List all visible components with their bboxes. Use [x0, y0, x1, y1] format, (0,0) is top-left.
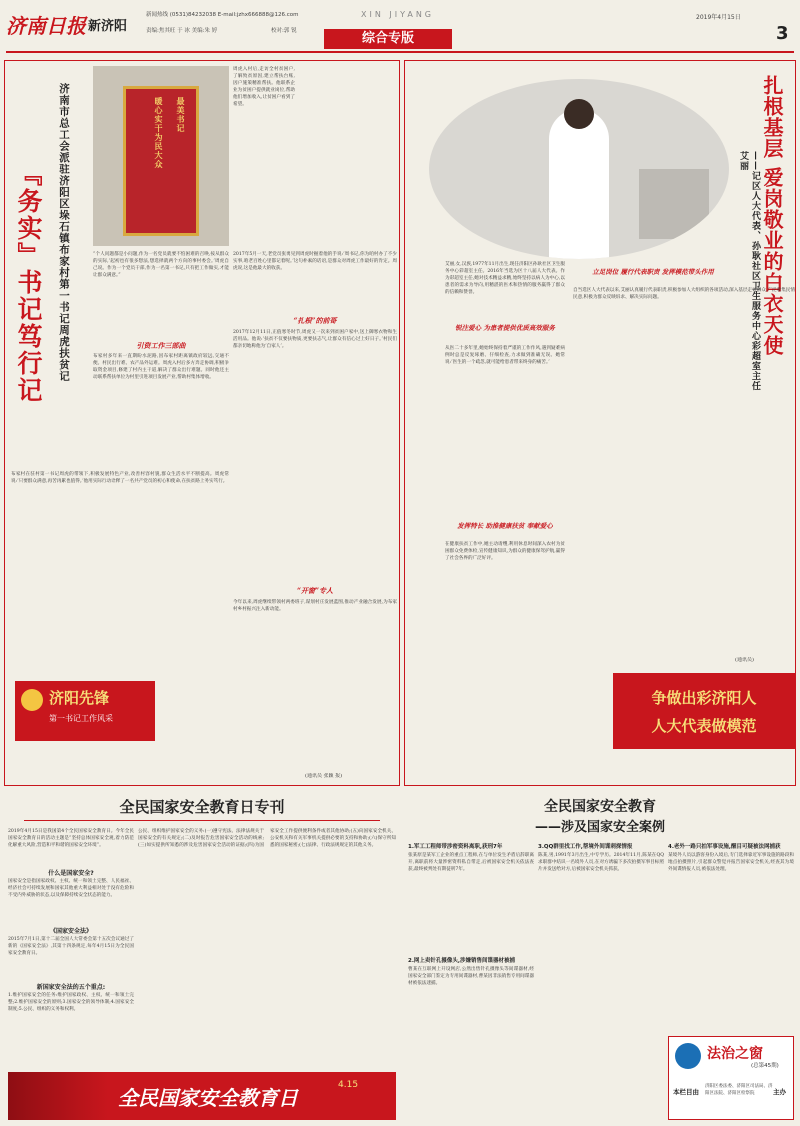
article-mid2: 2017年12月11日,正值寒冬时节,周虎又一次来到贫困户家中,送上御寒衣物和生活用品。他说:‘扶贫不仅要扶物质,更要扶志气,让群众有信心过上好日子。’村民们都亲切地称他为‘自家人’。 — [233, 330, 397, 349]
pioneer-title: 济阳先锋 — [49, 689, 110, 707]
honor-banner — [123, 86, 199, 236]
security-left-intro: 2019年4月15日是我国第4个全民国家安全教育日。今年全民国家安全教育日的活动主题是“坚持总体国家安全观,着力防范化解重大风险,营造和平和谐的国家安全环境”。 — [8, 829, 134, 848]
masthead-date: 2019年4月15日 — [696, 14, 741, 21]
pioneer-subtitle: 第一书记工作风采 — [49, 714, 113, 723]
masthead-subtitle: 新济阳 — [88, 19, 128, 34]
security-left-title: 全民国家安全教育日专刊 — [119, 798, 285, 816]
right-subheading-1: 锐注爱心 为患者提供优质高效服务 — [455, 324, 555, 332]
case2-text: 曹某在互联网上开设网店,公然出售针孔摄像头等间谍器材,经国家安全部门鉴定为专用间谍器材,曹某因非法销售专用间谍器材被依法逮捕。 — [408, 967, 534, 986]
doctor-photo — [429, 79, 729, 259]
security-q3: 新国家安全法的五个重点: — [36, 984, 106, 991]
right-subheading-3: 发挥特长 助推健康扶贫 奉献爱心 — [457, 522, 553, 530]
case4-heading: 4.老外一路只拍军事设施,醒目可疑被法网捕获 — [668, 844, 781, 850]
subheading-2: “扎根”的前哥 — [293, 316, 337, 325]
jiyang-pioneer-banner — [15, 681, 155, 741]
security-left-text4: 1.维护国家安全的任务:维护国家政权、主权、统一和领土完整;2.维护国家安全的原则;3.国家安全的领导体制;4.国家安全制度;5.公民、组织的义务和权利。 — [8, 993, 134, 1012]
poster-date: 4.15 — [338, 1080, 359, 1090]
doctor-head — [564, 99, 594, 129]
security-right — [404, 796, 796, 1122]
masthead-pinyin: XIN JIYANG — [361, 10, 435, 19]
ultrasound-machine — [639, 169, 709, 239]
security-right-title1: 全民国家安全教育 — [544, 799, 656, 815]
right-col4: 在健康扶贫工作中,她主动请缨,利用休息时间深入农村为贫困群众免费体检,宣传健康知识,为群众的健康保驾护航,赢得了社会各界的广泛好评。 — [445, 542, 565, 561]
deputy-banner — [613, 673, 795, 749]
banner-line2: 暖心实干为民大众 — [154, 97, 163, 169]
article-title: 『务实』书记笃行记 — [14, 161, 43, 404]
law-host: 主办 — [773, 1088, 786, 1096]
security-left-rule — [24, 820, 380, 821]
article-org: 济南市总工会派驻济阳区垛石镇布家村第一书记周虎扶贫记 — [58, 83, 70, 382]
security-q1: 什么是国家安全? — [48, 870, 94, 877]
security-left-text3: 2015年7月1日,第十二届全国人大常委会第十五次会议通过了新的《国家安全法》,其第十四条规定,每年4月15日为全民国家安全教育日。 — [8, 937, 134, 956]
subheading-1: 引资工作三部曲 — [136, 341, 186, 350]
case4-text: 某境外人员以游客身份入境后,专门选择靠近军事设施的路段和地点拍摄照片,引起群众警觉并报告国家安全机关,经查其为境外间谍情报人员,被依法处理。 — [668, 853, 794, 872]
law-emblem-icon — [675, 1043, 701, 1069]
right-col1: 艾丽,女,汉族,1977年11月出生,现任济阳区孙耿社区卫生服务中心彩超室主任。2016年当选为区十八届人大代表。作为彩超室主任,她对技术精益求精,始终坚持以病人为中心,以患者的需求为导向,用精湛的医术和热情的服务赢得了群众的信赖和赞誉。 — [445, 262, 565, 295]
article-mid3: 今年以来,周虎继续带领村两委班子,谋划村庄发展蓝图,推动产业融合发展,为布家村乡村振兴注入新动能。 — [233, 600, 397, 612]
banner-photo — [93, 66, 229, 246]
security-poster — [8, 1072, 396, 1120]
law-issue: (总第45期) — [751, 1063, 779, 1069]
law-column — [668, 1036, 794, 1120]
doctor-figure — [549, 109, 609, 259]
banner-line1: 最美书记 — [176, 97, 185, 133]
case1-heading: 1.军工工程师带涉密资料离职,获刑7年 — [408, 844, 503, 850]
section-tab: 综合专版 — [324, 29, 452, 49]
left-article — [4, 60, 400, 786]
security-right-title2: ——涉及国家安全案例 — [534, 820, 665, 835]
case3-heading: 3.QQ群里找工作,帮境外间谍刺探情报 — [538, 844, 633, 850]
security-q2: 《国家安全法》 — [49, 928, 92, 935]
masthead — [6, 4, 794, 56]
security-left-text5: 公民、组织维护国家安全的义务:(一)遵守宪法、法律法规关于国家安全的有关规定;(二)及时报告危害国家安全活动的线索;(三)如实提供所知悉的涉及危害国家安全活动的证据;(四)为国家安全工作提供便利条件或者其他协助;(五)向国家安全机关、公安机关和有关军事机关提供必要的支持和协助;(六)保守所知悉的国家秘密;(七)法律、行政法规规定的其他义务。 — [138, 829, 396, 848]
article-col1: “个人问题都是小问题,作为一名党员就要不怕困难的召唤,按从群众的实际,‘起初也有很多想法,想选择就两个方向的事村委会。’周虎自己说。作为一个党员干部,作为一名第一书记,只有把工作做实,才能让群众满意。” — [93, 252, 229, 278]
right-col3: 自当选区人大代表以来,艾丽认真履行代表职责,积极参加人大组织的各项活动,深入基层走访群众,广泛收集民情民意,积极为群众反映诉求、解决实际问题。 — [573, 288, 795, 300]
right-subheading-2: 立足岗位 履行代表职责 发挥模范带头作用 — [592, 268, 714, 276]
party-emblem-icon — [21, 689, 43, 711]
article-col2: 布家村多年来一直期盼水泥路,因布家村距离镇政府较远,交通不便。村民出行难、农产品外运难。周虎入村后多方奔走协调,积极争取资金项目,修建了村内主干道,解决了群众出行难题。同时他还主动联系帮扶单位为村里引进项目发展产业,帮助村集体增收。 — [93, 354, 229, 380]
article-col-side: 周虎入村后,走访全村贫困户,了解致贫原因,建立帮扶台账,因户施策精准帮扶。他联系企业为贫困户提供就业岗位,帮助他们增加收入,让贫困户看到了希望。 — [233, 67, 295, 107]
subheading-3: “开窗”专人 — [296, 586, 334, 595]
right-col2: 从医二十多年里,她始终保持着严谨的工作作风,遇到疑难病例时总是反复琢磨、仔细检查,力求做到准确无误。她常说:‘医生的一个疏忽,就可能给患者带来终身的痛苦。’ — [445, 346, 565, 365]
masthead-hotline: 新闻热线 (0531)84232038 E-mail:jzhx666888@126.com — [146, 12, 299, 18]
article-col3: 布家村在驻村第一书记周虎的带领下,积极发展特色产业,改善村容村貌,群众生活水平不断提高。周虎常说:‘只要群众满意,再苦再累也值得。’他用实际行动诠释了一名共产党员的初心和使命,在扶贫路上务实笃行。 — [11, 472, 229, 484]
law-org: 本栏目由 — [673, 1088, 699, 1096]
law-host-orgs: 济阳区委法委、济阳区司法局、济阳区法院、济阳区检察院 — [705, 1084, 773, 1096]
article-reporter: (通讯员 张颖 报) — [305, 773, 343, 779]
security-left — [4, 796, 400, 1122]
deputy-line2: 人大代表做模范 — [651, 717, 757, 735]
masthead-rule — [6, 51, 794, 53]
right-article — [404, 60, 796, 786]
masthead-logo: 济南日报 — [6, 14, 86, 38]
article-mid: 2017年5月一天,老党员张勇见到周虎时握着他的手说:‘周书记,你为咱村办了不少实事,咱老百姓心里都记着呢。’这句朴素的话语,是群众对周虎工作最好的肯定。周虎说,这是他最大的收获。 — [233, 252, 397, 271]
case1-text: 张某原是某军工企业的重点工程师,在与单位发生矛盾后辞职离开,离职前将大量涉密资料私自带走,后被国家安全机关依法查获,最终被判处有期徒刑7年。 — [408, 853, 534, 872]
security-left-text2: 国家安全是指国家政权、主权、统一和领土完整、人民福祉、经济社会可持续发展和国家其他重大利益相对处于没有危险和不受内外威胁的状态,以及保障持续安全状态的能力。 — [8, 879, 134, 898]
deputy-line1: 争做出彩济阳人 — [651, 689, 757, 707]
right-reporter: (通讯员) — [735, 657, 754, 663]
masthead-proofread: 校对:郭 锐 — [271, 28, 297, 34]
right-title: 扎根基层 爱岗敬业的白衣天使 — [760, 75, 784, 356]
right-subtitle: ——记区人大代表、孙耿社区卫生服务中心彩超室主任艾丽 — [738, 151, 760, 391]
case2-heading: 2.网上卖针孔摄像头,涉嫌销售间谍器材被捕 — [408, 958, 516, 964]
case3-text: 陈某,男,1991年3月出生,中专学历。2014年11月,陈某在QQ求职群中结识一名境外人员,在对方诱骗下多次拍摄军事目标照片并发送给对方,后被国家安全机关抓获。 — [538, 853, 664, 872]
page-number: 3 — [776, 23, 789, 44]
masthead-editors: 责编:焦其旺 于 冰 美编:朱 婷 — [146, 28, 218, 34]
poster-title: 全民国家安全教育日 — [118, 1086, 298, 1110]
law-title: 法治之窗 — [707, 1046, 763, 1062]
